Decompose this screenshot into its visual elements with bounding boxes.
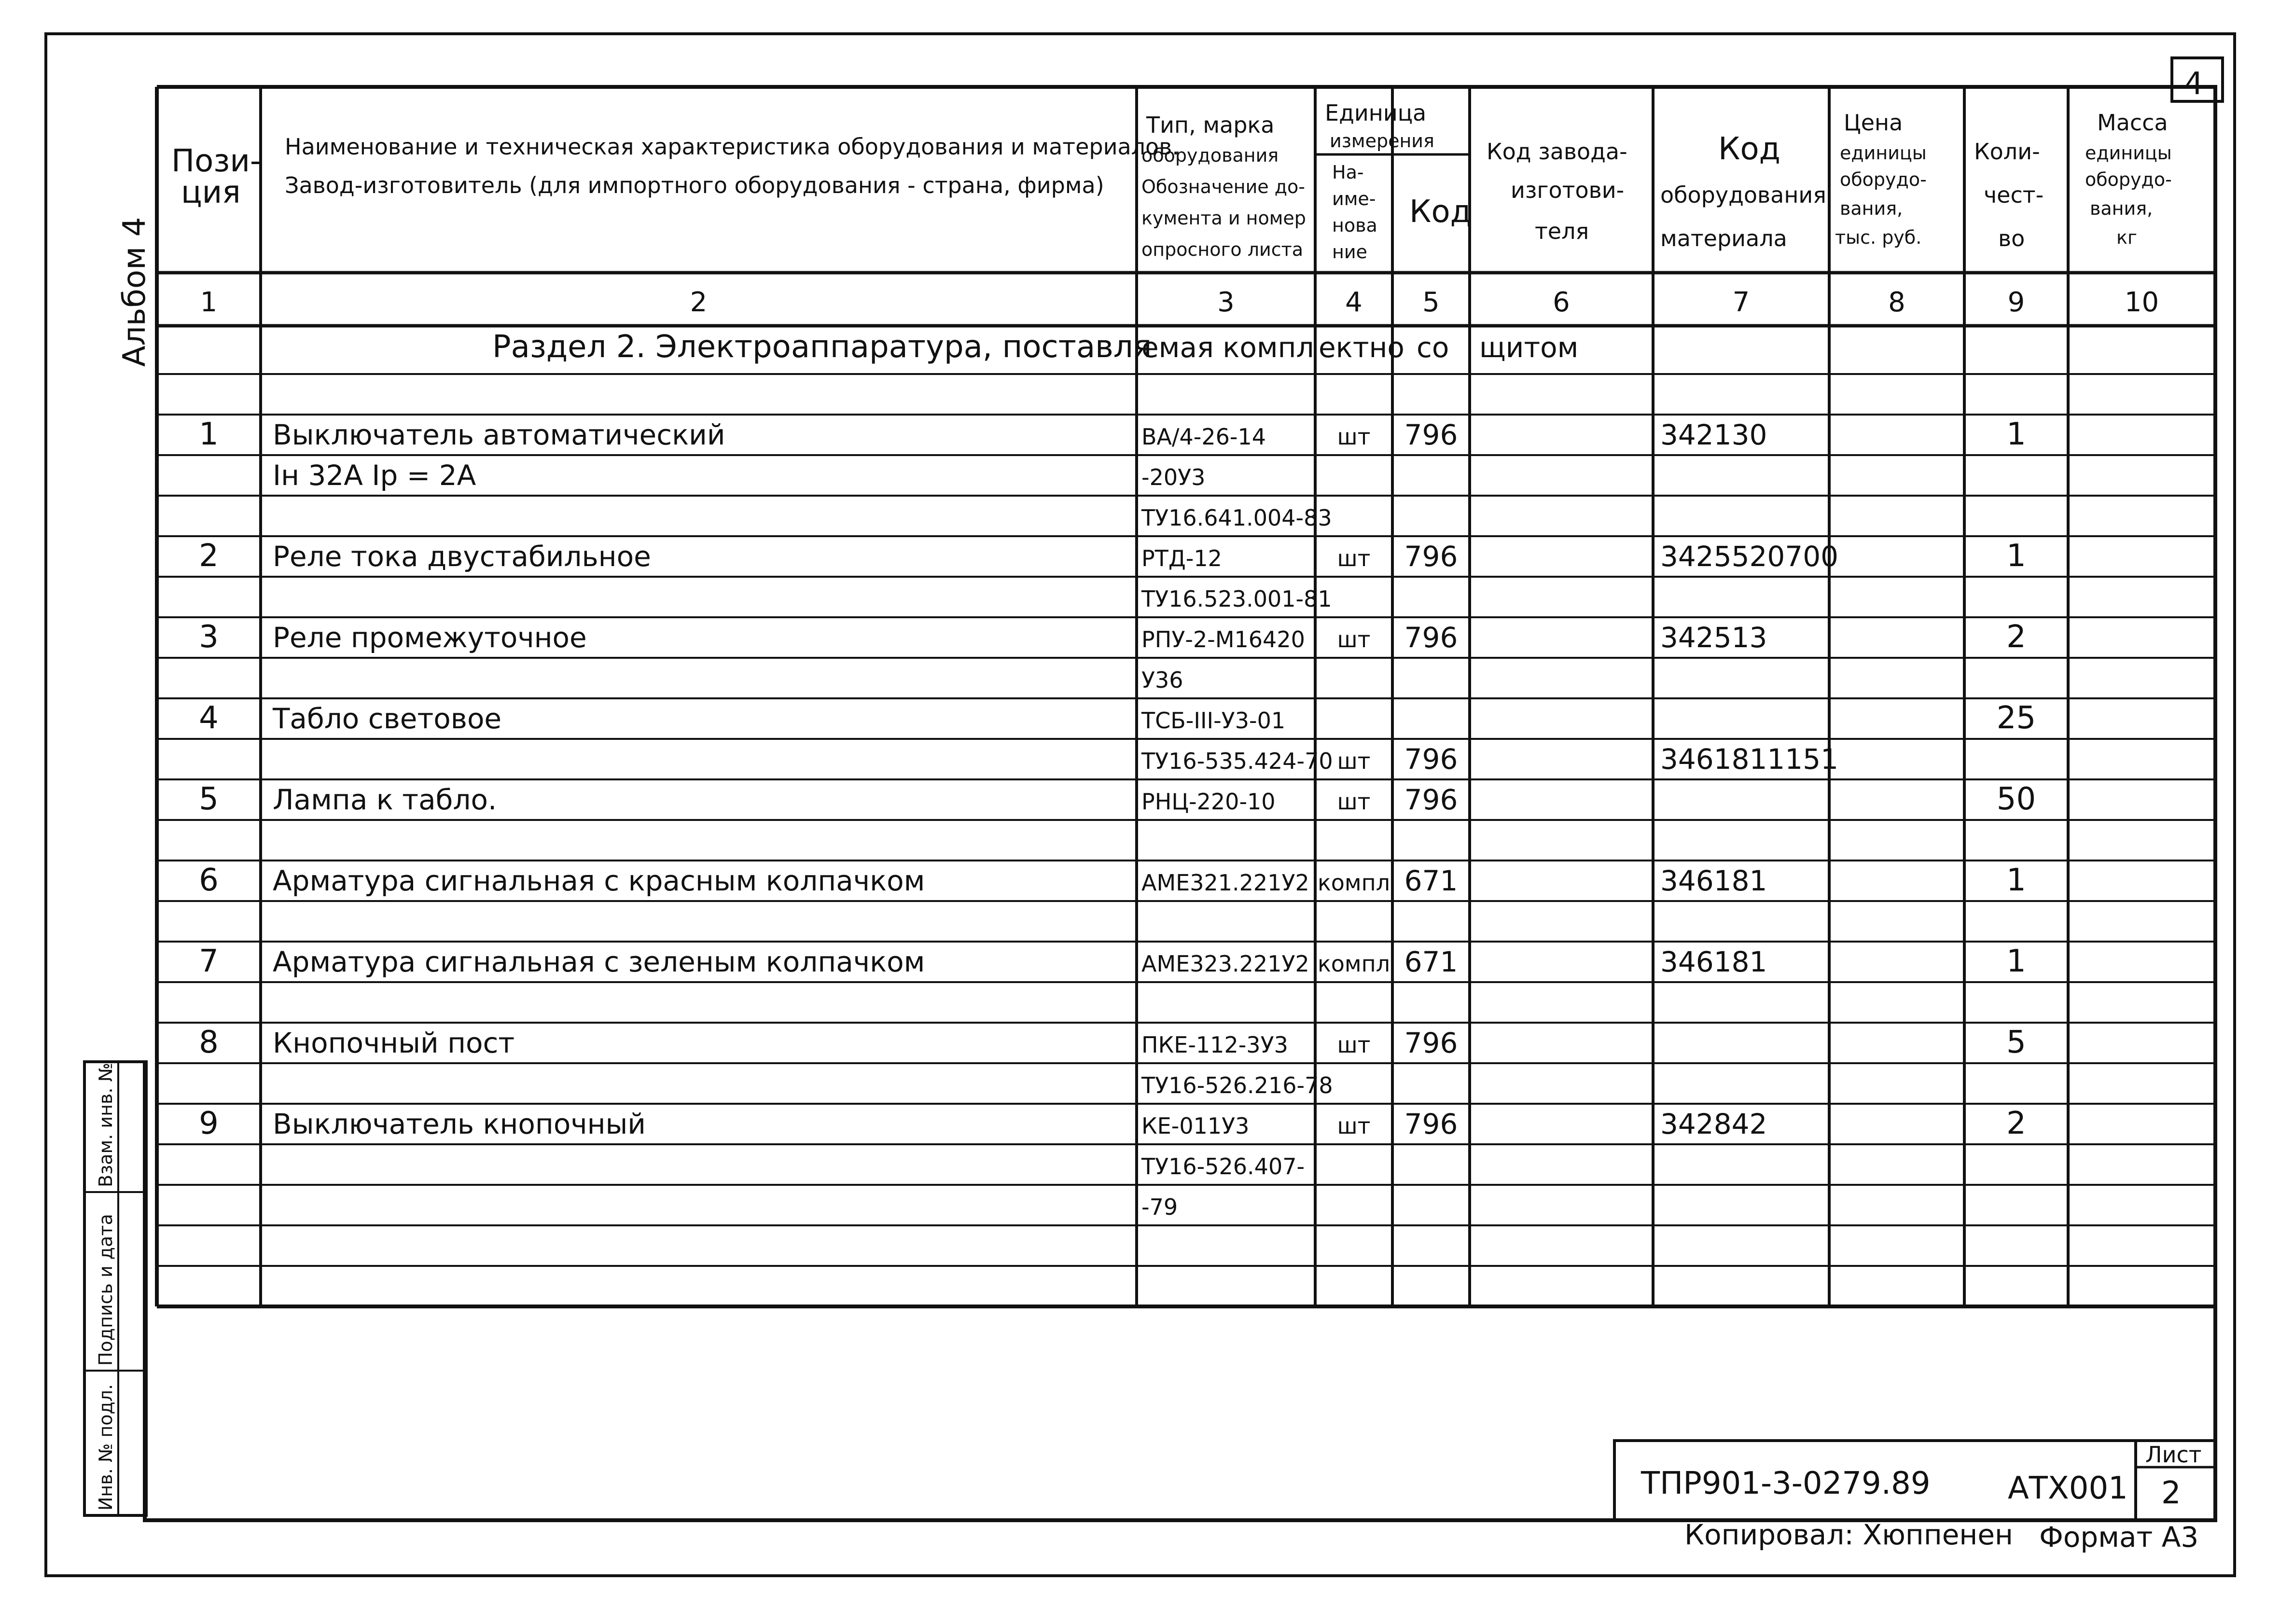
header-col9-l2: чест-	[1984, 182, 2044, 208]
cell-pos: 9	[199, 1106, 219, 1141]
cell-pos: 2	[199, 538, 219, 574]
cell-unit: шт	[1337, 424, 1371, 450]
cell-type: РТД-12	[1141, 545, 1222, 571]
header-col9-l3: во	[1998, 225, 2025, 251]
album-label: Альбом 4	[117, 217, 153, 367]
cell-type: РПУ-2-М16420	[1141, 626, 1305, 652]
cell-code: 671	[1404, 864, 1458, 897]
cell-qty: 1	[2006, 538, 2026, 574]
doc-code: ТПР901-3-0279.89	[1641, 1466, 1931, 1501]
header-col10-l2: единицы	[2085, 142, 2172, 164]
cell-oborud: 3425520700	[1660, 540, 1839, 573]
cell-type: ПКЕ-112-3У3	[1141, 1032, 1288, 1058]
cell-type: ВА/4-26-14	[1141, 424, 1266, 450]
table-row	[1141, 1072, 1333, 1098]
header-col1-l2: ция	[181, 175, 241, 210]
cell-code: 796	[1404, 1108, 1458, 1140]
section-title-c4: ектно	[1319, 331, 1404, 364]
table-row	[199, 1025, 2026, 1060]
cell-unit: компл	[1317, 870, 1390, 896]
cell-type: АМЕ321.221У2	[1141, 870, 1309, 896]
header-col7-l3: материала	[1660, 225, 1787, 251]
header-col8-l5: тыс. руб.	[1835, 227, 1922, 248]
table-row	[199, 1106, 2026, 1141]
cell-code: 796	[1404, 540, 1458, 573]
column-number: 4	[1345, 287, 1362, 318]
cell-pos: 8	[199, 1025, 219, 1060]
cell-type: ТУ16-535.424-70	[1141, 748, 1333, 774]
header-col6-l3: теля	[1535, 218, 1589, 244]
header-col2-l2: Завод-изготовитель (для импортного оборудования - страна, фирма)	[285, 172, 1104, 198]
cell-name: Реле тока двустабильное	[273, 540, 651, 573]
header-col10-l3: оборудо-	[2085, 169, 2172, 190]
cell-qty: 2	[2006, 1106, 2026, 1141]
cell-oborud: 346181	[1660, 945, 1767, 978]
column-number: 3	[1217, 287, 1235, 318]
column-number-row	[200, 287, 2159, 318]
sheet-label: Лист	[2145, 1442, 2202, 1468]
cell-oborud: 3461811151	[1660, 743, 1839, 776]
table-row	[199, 944, 2026, 979]
cell-qty: 5	[2006, 1025, 2026, 1060]
column-number: 1	[200, 287, 218, 318]
sheet-code: АТХ001	[2008, 1471, 2128, 1506]
cell-type: АМЕ323.221У2	[1141, 951, 1309, 977]
sheet-number: 2	[2161, 1475, 2181, 1511]
cell-unit: шт	[1337, 1113, 1371, 1139]
column-number: 10	[2124, 287, 2159, 318]
table-row	[199, 862, 2026, 898]
cell-name: Iн 32А Iр = 2А	[273, 459, 476, 492]
cell-code: 796	[1404, 743, 1458, 776]
cell-name: Арматура сигнальная с зеленым колпачком	[273, 945, 925, 978]
section-title-c5: со	[1417, 331, 1449, 364]
cell-oborud: 342130	[1660, 418, 1767, 451]
cell-type: -79	[1141, 1194, 1178, 1220]
cell-name: Лампа к табло.	[273, 783, 497, 816]
cell-type: ТУ16.523.001-81	[1141, 586, 1332, 612]
cell-name: Выключатель кнопочный	[273, 1108, 646, 1140]
table-row	[1141, 667, 1183, 693]
cell-type: КЕ-011У3	[1141, 1113, 1250, 1139]
cell-qty: 1	[2006, 944, 2026, 979]
header-col7-l2: оборудования	[1660, 182, 1826, 208]
cell-type: ТУ16.641.004-83	[1141, 505, 1332, 531]
stamp-field-signature: Подпись и дата	[95, 1214, 116, 1366]
cell-type: ТУ16-526.216-78	[1141, 1072, 1333, 1098]
header-col8-l3: оборудо-	[1840, 169, 1927, 190]
table-row	[1141, 1194, 1178, 1220]
table-row	[199, 700, 2036, 736]
cell-pos: 4	[199, 700, 219, 736]
cell-qty: 1	[2006, 862, 2026, 898]
cell-name: Арматура сигнальная с красным колпачком	[273, 864, 925, 897]
table-row	[1141, 1153, 1305, 1180]
cell-type: ТСБ-III-У3-01	[1141, 708, 1286, 734]
stamp-field-inv: Инв. № подл.	[95, 1384, 116, 1511]
cell-unit: шт	[1337, 545, 1371, 571]
column-number: 2	[690, 287, 708, 318]
cell-code: 796	[1404, 1027, 1458, 1059]
format-label: Формат А3	[2039, 1521, 2199, 1554]
cell-code: 796	[1404, 621, 1458, 654]
stamp-field-replace: Взам. инв. №	[95, 1062, 116, 1187]
section-title-c3: емая компл	[1141, 331, 1314, 364]
header-col3-l2: оборудования	[1141, 145, 1279, 166]
header-col4-l2: име-	[1332, 188, 1376, 209]
header-col1-l1: Пози-	[171, 143, 261, 179]
cell-unit: шт	[1337, 1032, 1371, 1058]
header-col10-l4: вания,	[2090, 198, 2153, 219]
header-col3-l4: кумента и номер	[1141, 208, 1306, 229]
left-stamp	[84, 1062, 146, 1515]
cell-type: ТУ16-526.407-	[1141, 1153, 1305, 1180]
section-title-c6: щитом	[1479, 331, 1579, 364]
cell-name: Выключатель автоматический	[273, 418, 725, 451]
header-col8-l4: вания,	[1840, 198, 1903, 219]
cell-pos: 1	[199, 416, 219, 452]
table-row	[199, 538, 2026, 574]
table-row	[1141, 505, 1332, 531]
header-col4-l4: ние	[1332, 241, 1367, 263]
header-col8-l1: Цена	[1844, 110, 1903, 136]
cell-oborud: 342842	[1660, 1108, 1767, 1140]
header-col4-l3: нова	[1332, 215, 1377, 236]
header-col5: Код	[1409, 194, 1472, 230]
table-row	[199, 416, 2026, 452]
header-col2-l1: Наименование и техническая характеристика оборудования и материалов.	[285, 134, 1179, 160]
cell-code: 796	[1404, 783, 1458, 816]
cell-qty: 50	[1996, 781, 2036, 817]
section-title-c2: Раздел 2. Электроаппаратура, поставля	[492, 329, 1152, 365]
cell-pos: 5	[199, 781, 219, 817]
cell-oborud: 342513	[1660, 621, 1767, 654]
header-col3-l1: Тип, марка	[1146, 112, 1275, 138]
header-col7-l1: Код	[1718, 131, 1780, 167]
cell-unit: шт	[1337, 626, 1371, 652]
header-col10-l5: кг	[2116, 227, 2137, 248]
cell-type: РНЦ-220-10	[1141, 789, 1276, 815]
column-number: 8	[1888, 287, 1905, 318]
header-col9-l1: Коли-	[1974, 139, 2040, 165]
header-col6-l2: изготови-	[1511, 177, 1625, 203]
cell-unit: шт	[1337, 789, 1371, 815]
header-col8-l2: единицы	[1840, 142, 1927, 164]
column-number: 5	[1422, 287, 1440, 318]
cell-qty: 1	[2006, 416, 2026, 452]
cell-name: Реле промежуточное	[273, 621, 587, 654]
section-title-row	[492, 329, 1578, 365]
cell-code: 671	[1404, 945, 1458, 978]
table-header	[171, 100, 2172, 263]
cell-name: Табло световое	[273, 702, 502, 735]
cell-type: У36	[1141, 667, 1183, 693]
cell-qty: 25	[1996, 700, 2036, 736]
title-block	[1614, 1441, 2215, 1520]
table-row	[273, 459, 1205, 492]
cell-unit: компл	[1317, 951, 1390, 977]
header-unit-group-l1: Единица	[1325, 100, 1427, 126]
header-col3-l5: опросного листа	[1141, 239, 1304, 260]
column-number: 7	[1732, 287, 1750, 318]
cell-type: -20У3	[1141, 464, 1206, 490]
cell-name: Кнопочный пост	[273, 1027, 515, 1059]
table-row	[199, 619, 2026, 655]
column-number: 9	[2007, 287, 2025, 318]
cell-unit: шт	[1337, 748, 1371, 774]
table-row	[1141, 586, 1332, 612]
corner-page-number: 4	[2184, 66, 2204, 102]
cell-oborud: 346181	[1660, 864, 1767, 897]
cell-code: 796	[1404, 418, 1458, 451]
cell-pos: 3	[199, 619, 219, 655]
cell-pos: 7	[199, 944, 219, 979]
cell-pos: 6	[199, 862, 219, 898]
copied-by: Копировал: Хюппенен	[1684, 1518, 2013, 1551]
header-col6-l1: Код завода-	[1487, 139, 1627, 165]
header-col4-l1: На-	[1332, 162, 1364, 183]
cell-qty: 2	[2006, 619, 2026, 655]
table-row	[1141, 743, 1838, 776]
header-col3-l3: Обозначение до-	[1141, 176, 1305, 197]
header-unit-group-l2: измерения	[1330, 130, 1434, 152]
column-number: 6	[1553, 287, 1570, 318]
table-row	[199, 781, 2036, 817]
header-col10-l1: Масса	[2097, 110, 2168, 136]
